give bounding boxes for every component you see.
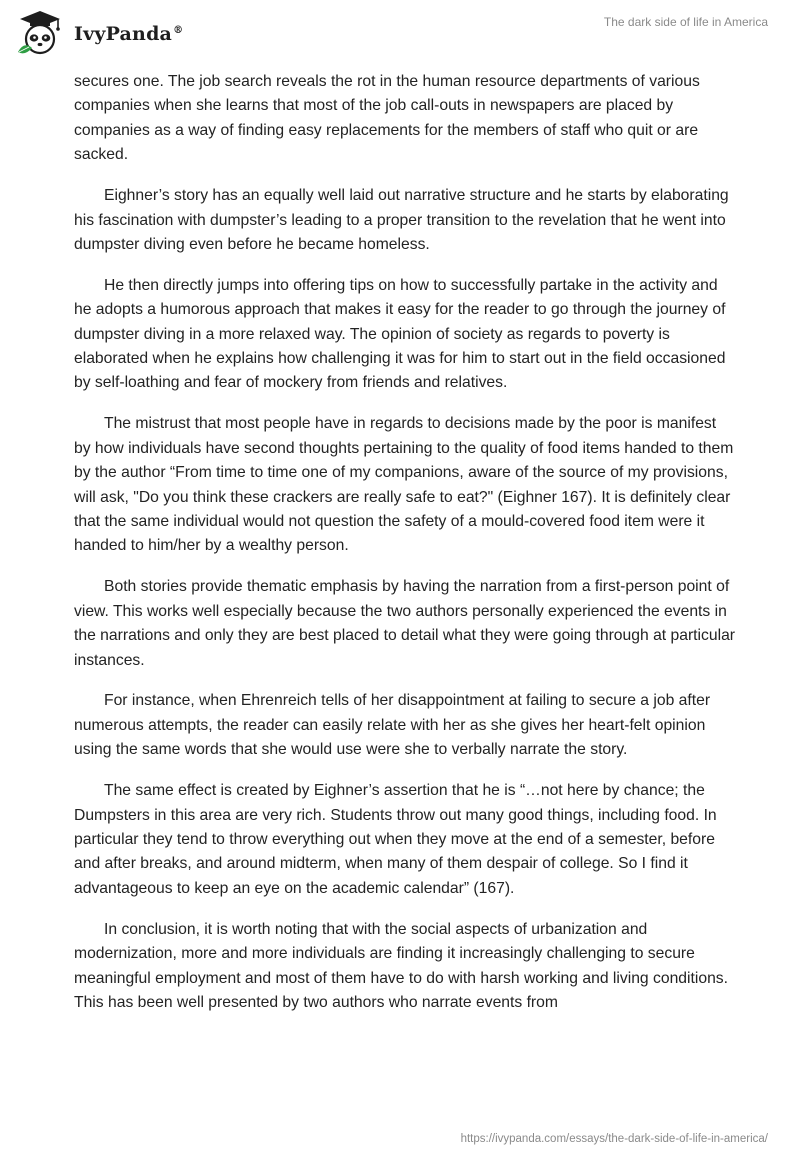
paragraph: Both stories provide thematic emphasis by having the narration from a first-person point of view. This works well especially because the two authors personally experienced the events in the narrations and only they are best placed to detail what they were going through at particular instances.	[74, 578, 736, 669]
paragraph: secures one. The job search reveals the rot in the human resource departments of various companies when she learns that most of the job call-outs in newspapers are placed by companies as a way of finding easy replacements for the members of staff who quit or are sacked.	[74, 73, 700, 164]
paragraph: The same effect is created by Eighner’s assertion that he is “…not here by chance; the Dumpsters in this area are very rich. Students throw out many good things, including food. In particular they tend to throw everything out when they move at the end of a semester, before and after breaks, and around midterm, when many of them despair of college. So I find it advantageous to keep an eye on the academic calendar” (167).	[74, 782, 717, 897]
paragraph: For instance, when Ehrenreich tells of her disappointment at failing to secure a job after numerous attempts, the reader can easily relate with her as she gives her heart-felt opinion using the same words that she would use were she to verbally narrate the story.	[74, 692, 711, 759]
logo-name: IvyPanda	[74, 23, 173, 45]
registered-mark: ®	[173, 24, 184, 36]
essay-body	[74, 70, 736, 1032]
document-title: The dark side of life in America	[603, 15, 768, 29]
paragraph: The mistrust that most people have in regards to decisions made by the poor is manifest by how individuals have second thoughts pertaining to the quality of food items handed to them by the author “From time to time one of my companions, aware of the source of my provisions, will ask, "Do you think these crackers are really safe to eat?" (Eighner 167). It is definitely clear that the same individual would not question the safety of a mould-covered food item were it handed to him/her by a wealthy person.	[74, 415, 734, 555]
ivypanda-logo[interactable]	[14, 8, 183, 60]
panda-mascot-icon	[14, 8, 66, 60]
source-url[interactable]: https://ivypanda.com/essays/the-dark-side-of-life-in-america/	[460, 1133, 768, 1145]
paragraph: He then directly jumps into offering tips on how to successfully partake in the activity and he adopts a humorous approach that makes it easy for the reader to go through the journey of dumpster diving in a more relaxed way. The opinion of society as regards to poverty is elaborated when he explains how challenging it was for him to start out in the field occasioned by self-loathing and fear of mockery from friends and relatives.	[74, 276, 726, 392]
page-header	[0, 0, 800, 70]
logo-wordmark	[74, 23, 183, 45]
paragraph: Eighner’s story has an equally well laid out narrative structure and he starts by elaborating his fascination with dumpster’s leading to a proper transition to the revelation that he went into dumpster diving even before he became homeless.	[74, 187, 729, 253]
paragraph: In conclusion, it is worth noting that with the social aspects of urbanization and modernization, more and more individuals are finding it increasingly challenging to secure meaningful employment and most of them have to do with harsh working and living conditions. This has been well presented by two authors who narrate events from	[74, 920, 729, 1011]
